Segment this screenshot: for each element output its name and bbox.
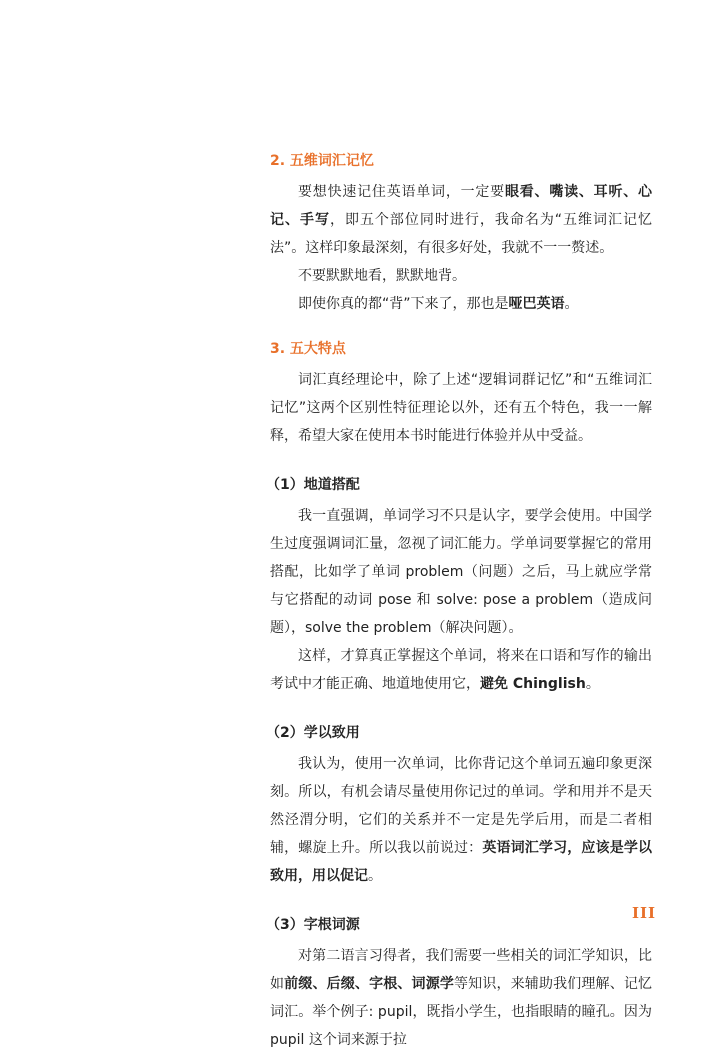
text-run: 等知识，来辅助我们理解、记忆词汇。举个例子: pupil，既指小学生，也指眼睛的瞳孔。因为 pupil 这个词来源于拉 xyxy=(270,976,653,1048)
text-column xyxy=(266,150,653,1054)
text-run: 对第二语言习得者，我们需要一些相关的词汇学知识，比如 xyxy=(270,948,652,992)
paragraph xyxy=(270,942,652,1054)
text-run: 。 xyxy=(585,676,600,692)
section-heading-five-features: 3. 五大特点 xyxy=(270,341,346,357)
text-run: 。 xyxy=(368,868,382,884)
paragraph xyxy=(270,642,652,698)
page-number: III xyxy=(632,904,657,922)
paragraph xyxy=(270,178,652,262)
paragraph: 词汇真经理论中，除了上述“逻辑词群记忆”和“五维词汇记忆”这两个区别性特征理论以外，还有五个特色，我一一解释，希望大家在使用本书时能进行体验并从中受益。 xyxy=(270,372,652,444)
bold-text: 眼看、嘴读、耳听、心记、手写 xyxy=(270,184,653,228)
text-run: 即使你真的都“背”下来了，那也是 xyxy=(298,296,509,312)
paragraph xyxy=(270,290,652,318)
subheading-learn-to-use: （2）学以致用 xyxy=(266,725,360,741)
text-run: 。 xyxy=(564,296,579,312)
text-run: 这样，才算真正掌握这个单词，将来在口语和写作的输出考试中才能正确、地道地使用它， xyxy=(270,648,652,692)
paragraph: 不要默默地看，默默地背。 xyxy=(298,268,466,284)
paragraph xyxy=(270,750,652,890)
section-heading-five-dimension: 2. 五维词汇记忆 xyxy=(270,153,374,169)
bold-text: 避免 Chinglish xyxy=(480,676,586,692)
subheading-idiomatic-collocation: （1）地道搭配 xyxy=(266,477,360,493)
text-run: ，即五个部位同时进行，我命名为“五维词汇记忆法”。这样印象最深刻，有很多好处，我就不一一赘述。 xyxy=(270,212,652,256)
subheading-roots-etymology: （3）字根词源 xyxy=(266,917,360,933)
text-run: 我认为，使用一次单词，比你背记这个单词五遍印象更深刻。所以，有机会请尽量使用你记过的单词。学和用并不是天然泾渭分明，它们的关系并不一定是先学后用，而是二者相辅，螺旋上升。所以我以前说过： xyxy=(270,756,652,856)
bold-text: 英语词汇学习，应该是学以致用，用以促记 xyxy=(270,840,653,884)
text-run: 要想快速记住英语单词，一定要 xyxy=(298,184,505,200)
bold-text: 前缀、后缀、字根、词源学 xyxy=(284,976,455,992)
bold-text: 哑巴英语 xyxy=(508,296,565,312)
paragraph: 我一直强调，单词学习不只是认字，要学会使用。中国学生过度强调词汇量，忽视了词汇能力。学单词要掌握它的常用搭配，比如学了单词 problem（问题）之后，马上就应学常与它搭配的动词 pose 和 solve: pose a problem（造成问题），solve the problem（解决问题）。 xyxy=(270,508,652,636)
